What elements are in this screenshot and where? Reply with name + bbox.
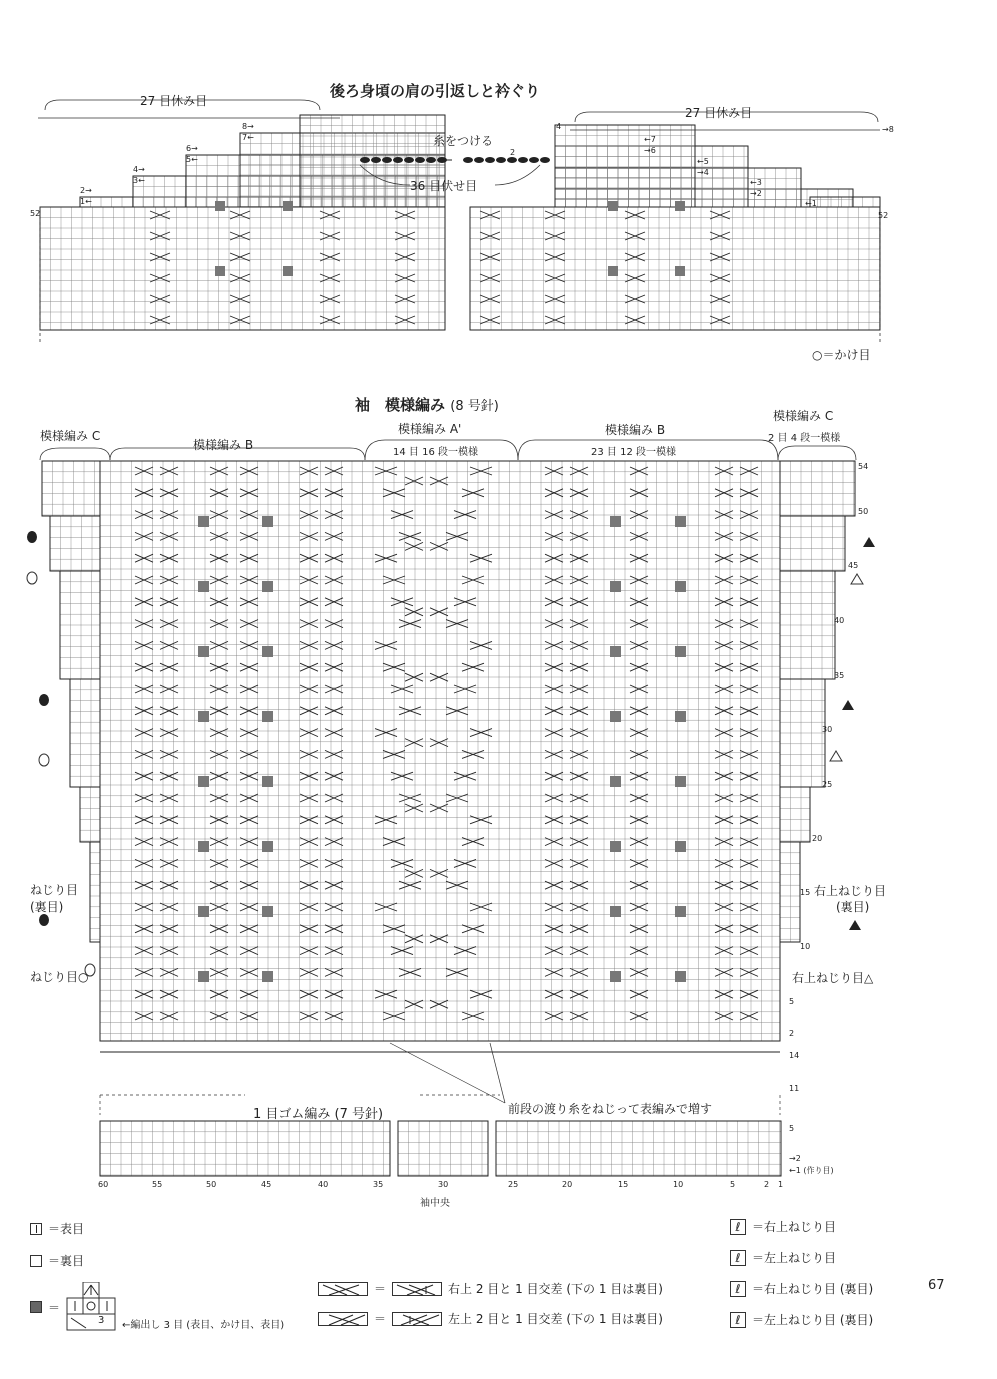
left-step-4: 4→ xyxy=(133,165,145,174)
stitch-45: 45 xyxy=(261,1180,272,1189)
stitch-50: 50 xyxy=(206,1180,217,1189)
row-5: 5 xyxy=(789,997,795,1006)
left-step-1: 1← xyxy=(80,197,92,206)
pattern-b-right-repeat: 23 目 12 段一模様 xyxy=(591,447,676,458)
cross-left-icon xyxy=(318,1312,368,1326)
row-52-right: 52 xyxy=(878,211,889,220)
row-45: 45 xyxy=(848,561,859,570)
yarn-over-legend: ○＝かけ目 xyxy=(812,348,871,362)
stitch-1: 1 xyxy=(778,1180,784,1189)
left-step-2: 2→ xyxy=(80,186,92,195)
stitch-35: 35 xyxy=(373,1180,384,1189)
increase-symbol-icon xyxy=(30,1301,42,1313)
legend-tw-left-text: ＝左上ねじり目 xyxy=(752,1251,837,1265)
legend-purl-text: ＝裏目 xyxy=(48,1254,85,1268)
twist-right-icon: ℓ xyxy=(730,1219,746,1235)
equals-sign: ＝ xyxy=(48,1300,61,1315)
stitch-5: 5 xyxy=(730,1180,736,1189)
purl-symbol-icon xyxy=(30,1255,42,1267)
stitch-15: 15 xyxy=(618,1180,629,1189)
stitch-10: 10 xyxy=(673,1180,684,1189)
twist-right-purl-icon: ℓ xyxy=(730,1281,746,1297)
sleeve-center-label: 袖中央 xyxy=(420,1198,450,1209)
sleeve-needle: (8 号針) xyxy=(450,399,499,414)
twist-left-icon: ℓ xyxy=(730,1250,746,1266)
legend-tw-right-purl-text: ＝右上ねじり目 (裏目) xyxy=(752,1282,874,1296)
page-number: 67 xyxy=(928,1278,945,1293)
stitch-40: 40 xyxy=(318,1180,329,1189)
back-chart-title: 後ろ身頃の肩の引返しと衿ぐり xyxy=(330,82,541,100)
legend-cross-left xyxy=(318,1310,663,1327)
twist-right-purl-sub: (裏目) xyxy=(836,900,870,914)
row-25: 25 xyxy=(822,780,833,789)
right-step-7: ←7 xyxy=(644,135,656,144)
left-step-6: 6→ xyxy=(186,144,198,153)
pattern-a-prime-repeat: 14 目 16 段一模様 xyxy=(393,447,478,458)
twist-label: ねじり目○ xyxy=(30,970,89,984)
pattern-b-right: 模様編み B xyxy=(605,423,666,437)
legend-tw-right-text: ＝右上ねじり目 xyxy=(752,1220,837,1234)
row-54: 54 xyxy=(858,462,869,471)
legend-tw-left-purl-text: ＝左上ねじり目 (裏目) xyxy=(752,1313,874,1327)
right-step-5: ←5 xyxy=(697,157,709,166)
twist-right-label: 右上ねじり目△ xyxy=(792,971,874,985)
pattern-c-right-repeat: 2 目 4 段一模様 xyxy=(768,433,841,444)
legend-twist-right-purl xyxy=(730,1280,873,1297)
stitch-30: 30 xyxy=(438,1180,449,1189)
rest-stitches-right: 27 目休み目 xyxy=(685,106,753,120)
right-step-6: →6 xyxy=(644,146,656,155)
rib-row-2: →2 xyxy=(789,1154,801,1163)
legend-increase-text: ←編出し 3 目 (表目、かけ目、表目) xyxy=(122,1319,285,1331)
sleeve-chart-title xyxy=(355,394,499,415)
cross-left-alt-icon xyxy=(392,1312,442,1326)
row-14: 14 xyxy=(789,1051,800,1060)
row-35: 35 xyxy=(834,671,845,680)
increase-count: 3 xyxy=(98,1315,105,1326)
legend-purl xyxy=(30,1252,84,1269)
right-step-1: ←1 xyxy=(805,199,817,208)
right-step-8: →8 xyxy=(882,125,894,134)
knit-symbol-icon xyxy=(30,1223,42,1235)
increase-diagram-icon xyxy=(66,1282,116,1332)
row-2: 2 xyxy=(789,1029,795,1038)
row-30: 30 xyxy=(822,725,833,734)
rib-row-5: 5 xyxy=(789,1124,795,1133)
pattern-c-right: 模様編み C xyxy=(773,409,834,423)
bind-off-label: 36 目伏せ目 xyxy=(410,179,478,193)
legend-cross-left-text: 左上 2 目と 1 目交差 (下の 1 目は裏目) xyxy=(448,1312,663,1326)
twist-left-purl-icon: ℓ xyxy=(730,1312,746,1328)
stitch-60: 60 xyxy=(98,1180,109,1189)
left-step-5: 5← xyxy=(186,155,198,164)
left-step-8: 8→ xyxy=(242,122,254,131)
stitch-25: 25 xyxy=(508,1180,519,1189)
equals-sign: ＝ xyxy=(374,1312,387,1326)
right-step-2: →2 xyxy=(750,189,762,198)
stitch-2: 2 xyxy=(764,1180,770,1189)
pattern-b-left: 模様編み B xyxy=(193,438,254,452)
legend-twist-left xyxy=(730,1249,836,1266)
sleeve-title-text: 袖 模様編み xyxy=(355,396,446,414)
legend-knit-text: ＝表目 xyxy=(48,1222,85,1236)
legend-knit xyxy=(30,1220,84,1237)
row-11: 11 xyxy=(789,1084,800,1093)
twist-purl-sub: (裏目) xyxy=(30,900,64,914)
stitch-20: 20 xyxy=(562,1180,573,1189)
stitch-55: 55 xyxy=(152,1180,163,1189)
legend-increase xyxy=(30,1282,284,1332)
row-10: 10 xyxy=(800,942,811,951)
increase-note: 前段の渡り糸をねじって表編みで増す xyxy=(508,1102,713,1116)
cross-right-alt-icon xyxy=(392,1282,442,1296)
row-15: 15 xyxy=(800,888,811,897)
rib-row-1: ←1 (作り目) xyxy=(789,1166,834,1175)
pattern-a-prime: 模様編み A' xyxy=(398,422,462,436)
twist-purl-label: ねじり目 xyxy=(30,883,79,897)
row-40: 40 xyxy=(834,616,845,625)
row-50: 50 xyxy=(858,507,869,516)
row-20: 20 xyxy=(812,834,823,843)
right-step-3: ←3 xyxy=(750,178,762,187)
legend-twist-left-purl xyxy=(730,1311,873,1328)
row-52-left: 52 xyxy=(30,209,41,218)
rest-stitches-left: 27 目休み目 xyxy=(140,94,208,108)
pattern-c-left: 模様編み C xyxy=(40,429,101,443)
ribbing-label: 1 目ゴム編み (7 号針) xyxy=(253,1107,384,1122)
legend-cross-right xyxy=(318,1280,663,1297)
twist-right-purl-label: 右上ねじり目 xyxy=(814,884,887,898)
right-step-num: 4 xyxy=(556,122,562,131)
equals-sign: ＝ xyxy=(374,1282,387,1296)
legend-twist-right xyxy=(730,1218,836,1235)
right-step-4: →4 xyxy=(697,168,709,177)
cross-right-icon xyxy=(318,1282,368,1296)
small-row-num: 2 xyxy=(510,148,516,157)
left-step-7: 7← xyxy=(242,133,254,142)
legend-cross-right-text: 右上 2 目と 1 目交差 (下の 1 目は裏目) xyxy=(448,1282,663,1296)
left-step-3: 3← xyxy=(133,176,145,185)
attach-yarn-label: 糸をつける xyxy=(433,134,494,148)
